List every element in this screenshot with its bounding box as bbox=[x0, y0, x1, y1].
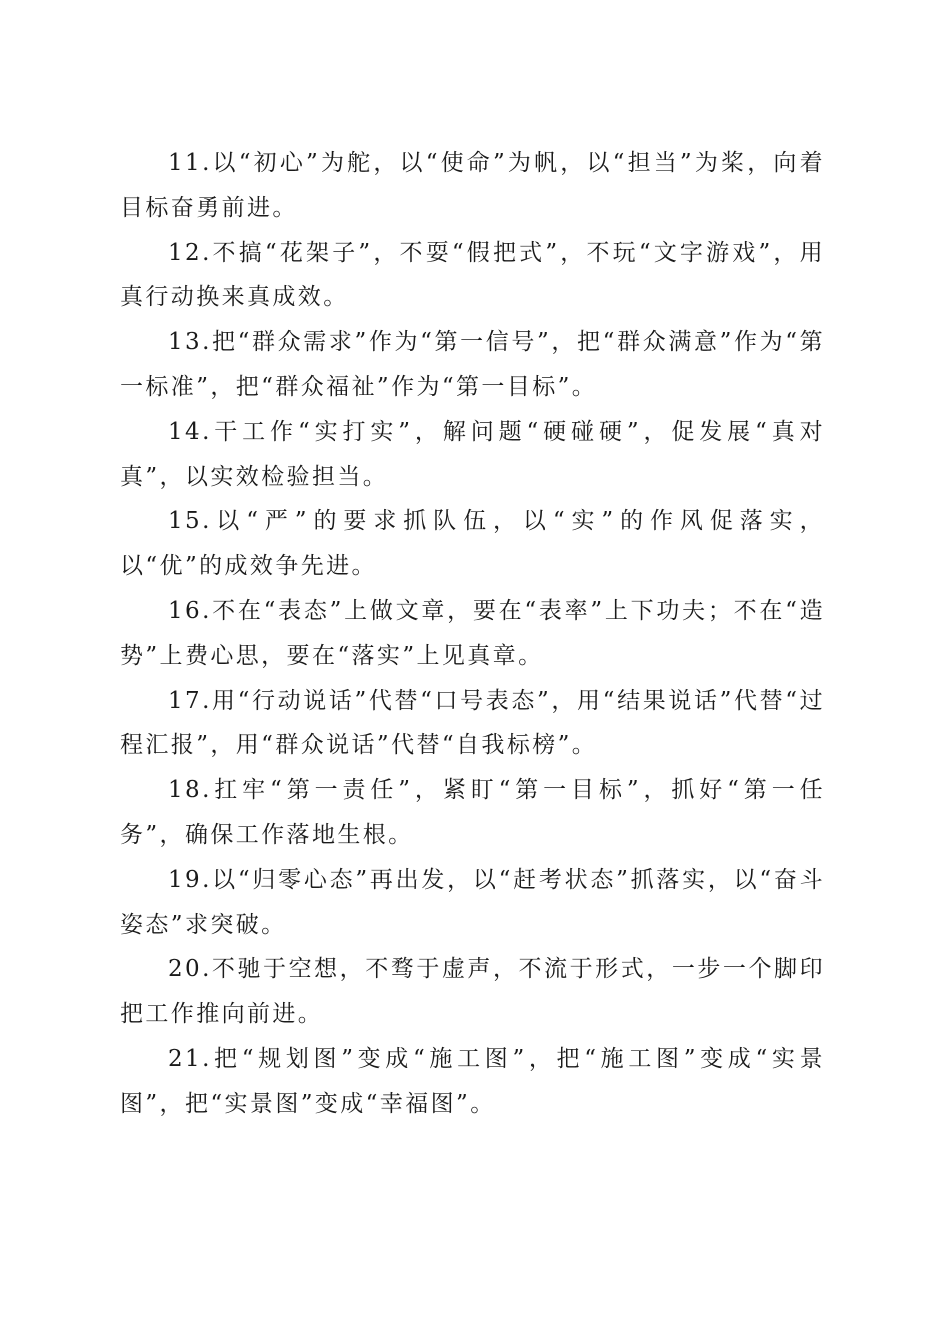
paragraph-17: 17.用“行动说话”代替“口号表态”，用“结果说话”代替“过程汇报”，用“群众说话”代替“自我标榜”。 bbox=[120, 687, 825, 759]
paragraph-21: 21.把“规划图”变成“施工图”，把“施工图”变成“实景图”，把“实景图”变成“幸福图”。 bbox=[120, 1045, 825, 1117]
paragraph-14: 14.干工作“实打实”，解问题“硬碰硬”，促发展“真对真”，以实效检验担当。 bbox=[120, 418, 825, 490]
paragraph-16: 16.不在“表态”上做文章，要在“表率”上下功夫；不在“造势”上费心思，要在“落实”上见真章。 bbox=[120, 597, 825, 669]
paragraph-12: 12.不搞“花架子”，不耍“假把式”，不玩“文字游戏”，用真行动换来真成效。 bbox=[120, 239, 825, 311]
paragraph-18: 18.扛牢“第一责任”，紧盯“第一目标”，抓好“第一任务”，确保工作落地生根。 bbox=[120, 777, 825, 848]
paragraph-15: 15.以“严”的要求抓队伍，以“实”的作风促落实，以“优”的成效争先进。 bbox=[120, 508, 825, 580]
paragraph-11: 11.以“初心”为舵，以“使命”为帆，以“担当”为桨，向着目标奋勇前进。 bbox=[120, 150, 825, 221]
document-body bbox=[120, 141, 825, 1127]
paragraph-19: 19.以“归零心态”再出发，以“赶考状态”抓落实，以“奋斗姿态”求突破。 bbox=[120, 866, 825, 938]
paragraph-13: 13.把“群众需求”作为“第一信号”，把“群众满意”作为“第一标准”，把“群众福祉”作为“第一目标”。 bbox=[120, 329, 825, 400]
paragraph-20: 20.不驰于空想，不骛于虚声，不流于形式，一步一个脚印把工作推向前进。 bbox=[120, 956, 825, 1028]
